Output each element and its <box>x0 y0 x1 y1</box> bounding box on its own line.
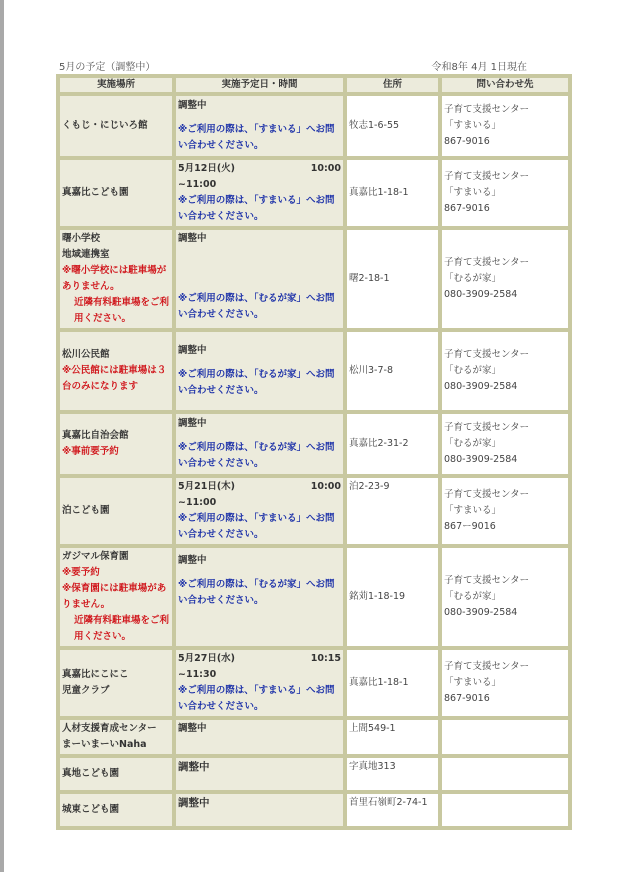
place-cell: 真嘉比自治会館 ※事前要予約 <box>58 412 174 476</box>
table-row <box>58 94 570 158</box>
contact-cell: 子育て支援センター 「すまいる」 867ー9016 <box>440 476 570 546</box>
address-cell: 字真地313 <box>345 756 440 792</box>
status-text: 調整中 <box>178 233 207 244</box>
page-left-border <box>0 0 4 872</box>
status-text: 調整中 <box>178 100 207 111</box>
parking-note: 近隣有料駐車場をご利用ください。 <box>74 297 170 324</box>
table-row <box>58 546 570 648</box>
contact-cell: 子育て支援センター 「すまいる」 867-9016 <box>440 648 570 718</box>
start-time: 10:00 <box>310 163 341 174</box>
end-time: ~11:00 <box>178 497 217 508</box>
table-row <box>58 228 570 330</box>
usage-note: ※ご利用の際は、「すまいる」へお問い合わせください。 <box>178 195 335 222</box>
as-of-date: 令和8年 4月 1日現在 <box>431 62 527 73</box>
status-text: 調整中 <box>178 797 210 809</box>
datetime-cell <box>174 792 345 828</box>
header-datetime: 実施予定日・時間 <box>174 76 345 94</box>
header-contact: 問い合わせ先 <box>440 76 570 94</box>
contact-cell: 子育て支援センター 「むるが家」 080-3909-2584 <box>440 228 570 330</box>
place-cell: 真地こども園 <box>58 756 174 792</box>
place-cell: 人材支援育成センター まーいまーいNaha <box>58 718 174 756</box>
address-cell: 牧志1-6-55 <box>345 94 440 158</box>
place-cell: 真嘉比こども園 <box>58 158 174 228</box>
status-text: 調整中 <box>178 555 207 566</box>
address-cell: 銘苅1-18-19 <box>345 546 440 648</box>
place-cell: 泊こども園 <box>58 476 174 546</box>
usage-note: ※ご利用の際は、「すまいる」へお問い合わせください。 <box>178 685 335 712</box>
address-cell: 泊2-23-9 <box>345 476 440 546</box>
parking-note: ※公民館には駐車場は３台のみになります <box>62 365 167 392</box>
parking-note: ※保育園には駐車場がありません。 <box>62 583 167 610</box>
start-time: 10:00 <box>310 481 341 492</box>
address-cell: 真嘉比1-18-1 <box>345 158 440 228</box>
header-place: 実施場所 <box>58 76 174 94</box>
contact-cell: 子育て支援センター 「すまいる」 867-9016 <box>440 158 570 228</box>
address-cell: 上間549-1 <box>345 718 440 756</box>
usage-note: ※ご利用の際は、「むるが家」へお問い合わせください。 <box>178 293 335 320</box>
status-text: 調整中 <box>178 345 207 356</box>
schedule-table <box>56 74 572 830</box>
contact-cell: 子育て支援センター 「むるが家」 080-3909-2584 <box>440 330 570 412</box>
table-row <box>58 330 570 412</box>
usage-note: ※ご利用の際は、「むるが家」へお問い合わせください。 <box>178 442 335 469</box>
header-row <box>58 76 570 94</box>
address-cell: 首里石嶺町2-74-1 <box>345 792 440 828</box>
end-time: ~11:30 <box>178 669 217 680</box>
contact-cell: 子育て支援センター 「すまいる」 867-9016 <box>440 94 570 158</box>
reservation-note: ※要予約 <box>62 567 100 578</box>
date-text: 5月27日(水) <box>178 653 236 664</box>
contact-cell <box>440 756 570 792</box>
table-row <box>58 792 570 828</box>
status-text: 調整中 <box>178 723 207 734</box>
place-cell: 松川公民館 ※公民館には駐車場は３台のみになります <box>58 330 174 412</box>
usage-note: ※ご利用の際は、「むるが家」へお問い合わせください。 <box>178 579 335 606</box>
place-cell: 真嘉比にこにこ 児童クラブ <box>58 648 174 718</box>
place-cell: ガジマル保育園 ※要予約 ※保育園には駐車場がありません。 近隣有料駐車場をご利用ください。 <box>58 546 174 648</box>
place-cell: くもじ・にじいろ館 <box>58 94 174 158</box>
status-text: 調整中 <box>178 418 207 429</box>
usage-note: ※ご利用の際は、「すまいる」へお問い合わせください。 <box>178 124 335 151</box>
contact-cell: 子育て支援センター 「むるが家」 080-3909-2584 <box>440 412 570 476</box>
table-row <box>58 756 570 792</box>
table-row <box>58 412 570 476</box>
parking-note: ※曙小学校には駐車場がありません。 <box>62 265 167 292</box>
datetime-cell <box>174 158 345 228</box>
contact-cell: 子育て支援センター 「むるが家」 080-3909-2584 <box>440 546 570 648</box>
datetime-cell <box>174 412 345 476</box>
usage-note: ※ご利用の際は、「むるが家」へお問い合わせください。 <box>178 369 335 396</box>
header-address: 住所 <box>345 76 440 94</box>
datetime-cell <box>174 648 345 718</box>
usage-note: ※ご利用の際は、「すまいる」へお問い合わせください。 <box>178 513 335 540</box>
table-row <box>58 158 570 228</box>
datetime-cell <box>174 476 345 546</box>
datetime-cell <box>174 94 345 158</box>
start-time: 10:15 <box>310 653 341 664</box>
schedule-title: 5月の予定（調整中） <box>59 62 156 73</box>
contact-cell <box>440 718 570 756</box>
date-text: 5月12日(火) <box>178 163 236 174</box>
place-cell: 曙小学校 地域連携室 ※曙小学校には駐車場がありません。 近隣有料駐車場をご利用ください。 <box>58 228 174 330</box>
status-text: 調整中 <box>178 761 210 773</box>
datetime-cell <box>174 718 345 756</box>
address-cell: 真嘉比1-18-1 <box>345 648 440 718</box>
datetime-cell <box>174 546 345 648</box>
contact-cell <box>440 792 570 828</box>
end-time: ~11:00 <box>178 179 217 190</box>
address-cell: 曙2-18-1 <box>345 228 440 330</box>
datetime-cell <box>174 330 345 412</box>
table-caption <box>59 58 527 73</box>
table-row <box>58 718 570 756</box>
reservation-note: ※事前要予約 <box>62 446 119 457</box>
address-cell: 松川3-7-8 <box>345 330 440 412</box>
table-row <box>58 476 570 546</box>
place-cell: 城東こども園 <box>58 792 174 828</box>
parking-note: 近隣有料駐車場をご利用ください。 <box>74 615 170 642</box>
datetime-cell <box>174 756 345 792</box>
datetime-cell <box>174 228 345 330</box>
table-row <box>58 648 570 718</box>
date-text: 5月21日(木) <box>178 481 236 492</box>
address-cell: 真嘉比2-31-2 <box>345 412 440 476</box>
